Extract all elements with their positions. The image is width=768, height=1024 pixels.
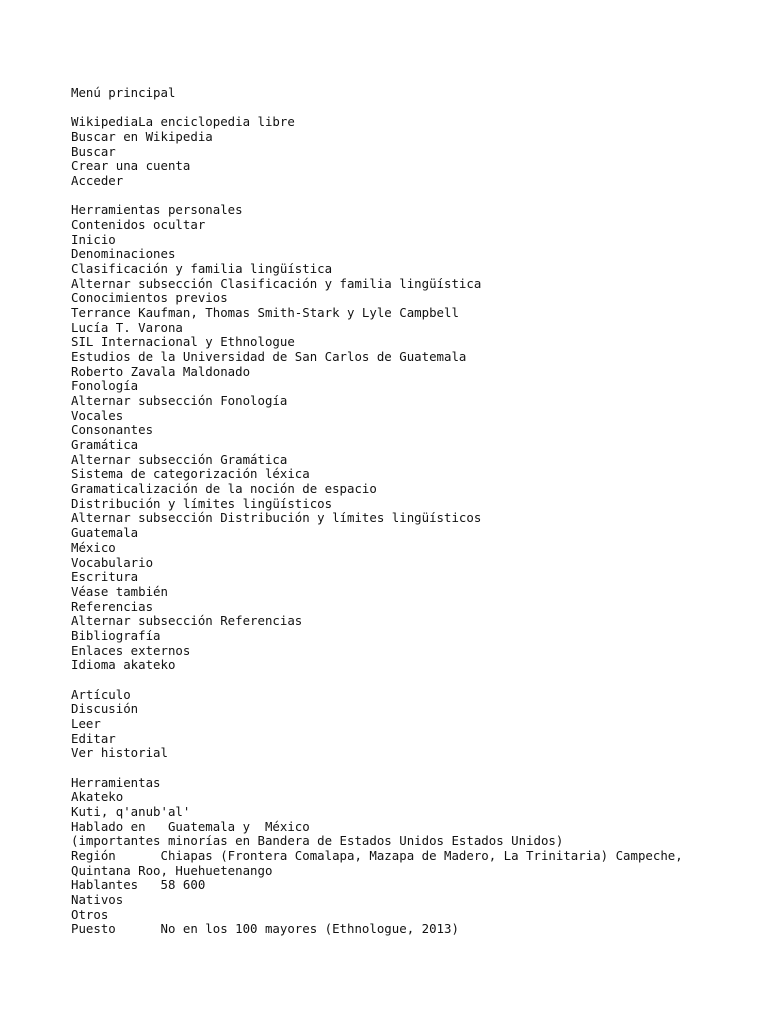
- spacer: [71, 673, 728, 688]
- infobox-row-rank: Puesto No en los 100 mayores (Ethnologue, 2013): [71, 921, 459, 937]
- toc-item[interactable]: Estudios de la Universidad de San Carlos de Guatemala: [71, 349, 467, 365]
- toc-item[interactable]: México: [71, 539, 116, 555]
- tools-toggle[interactable]: Herramientas: [71, 774, 161, 790]
- page-tabs: [71, 688, 728, 761]
- infobox-row-minorities: (importantes minorías en Bandera de Estados Unidos Estados Unidos): [71, 833, 564, 849]
- toc-item[interactable]: Fonología: [71, 378, 139, 394]
- toc-item[interactable]: Gramática: [71, 437, 139, 453]
- tab-edit[interactable]: Editar: [71, 730, 116, 746]
- toc-item[interactable]: Lucía T. Varona: [71, 319, 183, 335]
- spacer: [71, 101, 728, 116]
- toc-subsection-toggle[interactable]: Alternar subsección Distribución y límites lingüísticos: [71, 510, 482, 526]
- toc-item[interactable]: Sistema de categorización léxica: [71, 466, 310, 482]
- toc-item[interactable]: Conocimientos previos: [71, 290, 228, 306]
- toc-item[interactable]: Escritura: [71, 569, 139, 585]
- toc-subsection-toggle[interactable]: Alternar subsección Fonología: [71, 393, 288, 409]
- infobox-row-spoken-in: Hablado en Guatemala y México: [71, 818, 310, 834]
- tab-history[interactable]: Ver historial: [71, 745, 168, 761]
- tab-discussion[interactable]: Discusión: [71, 701, 139, 717]
- toc-subsection-toggle[interactable]: Alternar subsección Gramática: [71, 451, 288, 467]
- toc-subsection-toggle[interactable]: Alternar subsección Clasificación y familia lingüística: [71, 275, 482, 291]
- toc-item[interactable]: Inicio: [71, 231, 116, 247]
- toc-item[interactable]: Guatemala: [71, 525, 139, 541]
- toc-item[interactable]: Consonantes: [71, 422, 154, 438]
- infobox-title: Akateko: [71, 789, 124, 805]
- tab-read[interactable]: Leer: [71, 715, 101, 731]
- page-title: Idioma akateko: [71, 657, 176, 673]
- toc-item[interactable]: Distribución y límites lingüísticos: [71, 495, 333, 511]
- toc-item[interactable]: Bibliografía: [71, 627, 161, 643]
- table-of-contents: [71, 203, 728, 673]
- toc-item[interactable]: Vocabulario: [71, 554, 154, 570]
- search-input[interactable]: Buscar en Wikipedia: [71, 129, 213, 145]
- toc-item[interactable]: SIL Internacional y Ethnologue: [71, 334, 295, 350]
- personal-tools-toggle[interactable]: Herramientas personales: [71, 202, 243, 218]
- login-link[interactable]: Acceder: [71, 173, 124, 189]
- tab-article[interactable]: Artículo: [71, 686, 131, 702]
- site-logo-link[interactable]: WikipediaLa enciclopedia libre: [71, 114, 295, 130]
- search-button[interactable]: Buscar: [71, 143, 116, 159]
- toc-subsection-toggle[interactable]: Alternar subsección Referencias: [71, 613, 303, 629]
- infobox-row-native: Nativos: [71, 891, 124, 907]
- toc-item[interactable]: Vocales: [71, 407, 124, 423]
- toc-item[interactable]: Enlaces externos: [71, 642, 191, 658]
- toc-item[interactable]: Clasificación y familia lingüística: [71, 261, 333, 277]
- toc-item[interactable]: Terrance Kaufman, Thomas Smith-Stark y Lyle Campbell: [71, 305, 459, 321]
- spacer: [71, 761, 728, 776]
- toc-item[interactable]: Véase también: [71, 583, 168, 599]
- toc-item[interactable]: Gramaticalización de la noción de espacio: [71, 481, 377, 497]
- infobox: [71, 776, 728, 937]
- infobox-row-speakers: Hablantes 58 600: [71, 877, 206, 893]
- infobox-row-region-cont: Quintana Roo, Huehuetenango: [71, 862, 273, 878]
- infobox-row-others: Otros: [71, 906, 109, 922]
- toc-item[interactable]: Denominaciones: [71, 246, 176, 262]
- infobox-native-name: Kuti, q'anub'al': [71, 803, 191, 819]
- infobox-row-region: Región Chiapas (Frontera Comalapa, Mazapa de Madero, La Trinitaria) Campeche,: [71, 847, 683, 863]
- toc-hide-toggle[interactable]: Contenidos ocultar: [71, 217, 206, 233]
- main-menu-toggle[interactable]: Menú principal: [71, 85, 176, 100]
- toc-item[interactable]: Referencias: [71, 598, 154, 614]
- spacer: [71, 189, 728, 204]
- create-account-link[interactable]: Crear una cuenta: [71, 158, 191, 174]
- toc-item[interactable]: Roberto Zavala Maldonado: [71, 363, 251, 379]
- header-block: [71, 115, 728, 188]
